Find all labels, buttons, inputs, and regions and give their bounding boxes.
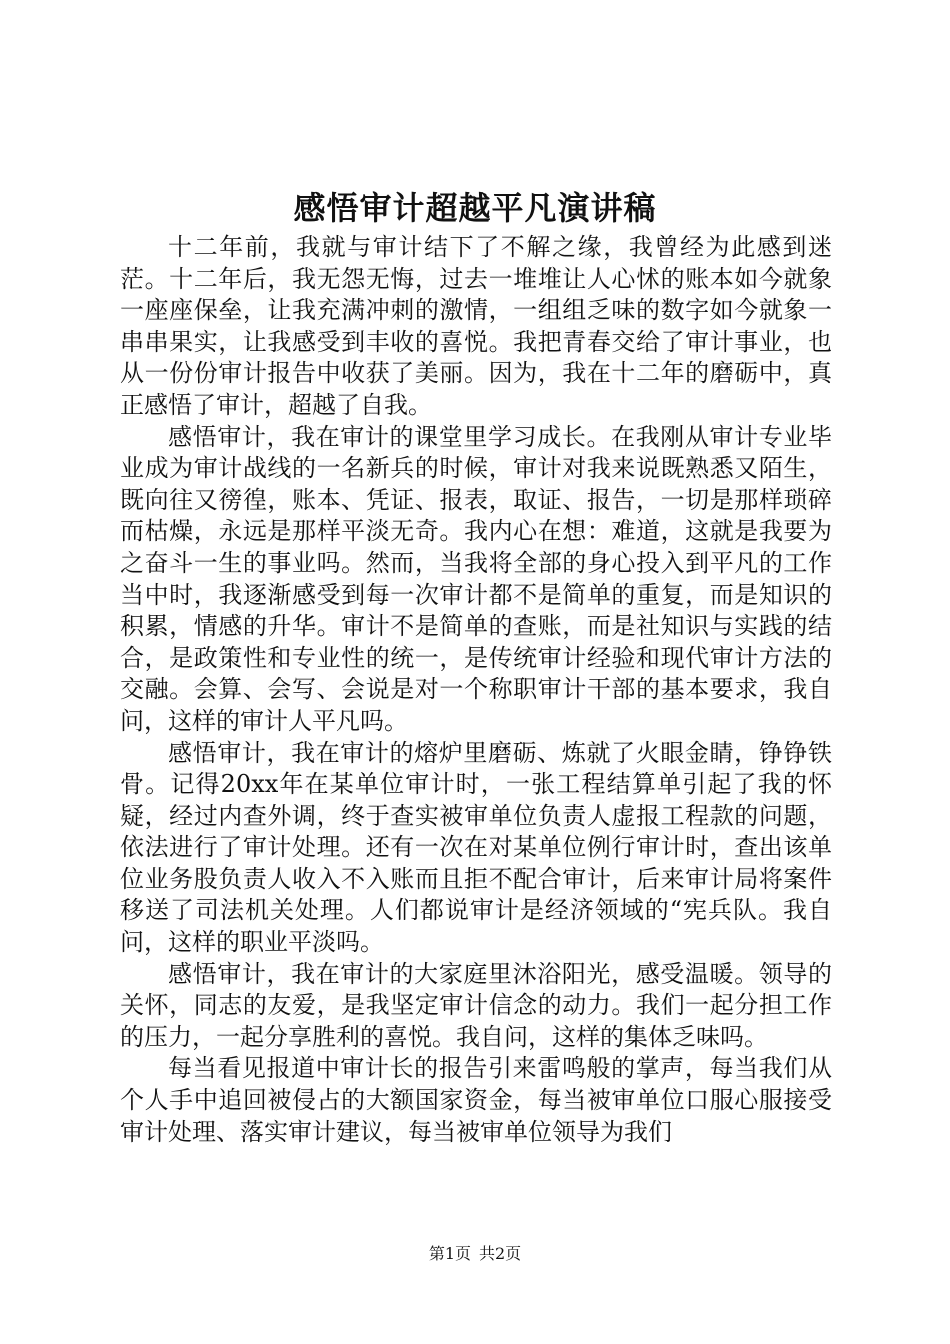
- document-body: [120, 232, 832, 1148]
- page-number-current: 第1页: [428, 1244, 471, 1263]
- paragraph: 十二年前，我就与审计结下了不解之缘，我曾经为此感到迷茫。十二年后，我无怨无悔，过去一堆堆让人心怵的账本如今就象一座座保垒，让我充满冲刺的激情，一组组乏味的数字如今就象一串串果实，让我感受到丰收的喜悦。我把青春交给了审计事业，也从一份份审计报告中收获了美丽。因为，我在十二年的磨砺中，真正感悟了审计，超越了自我。: [120, 233, 832, 419]
- paragraph: 感悟审计，我在审计的熔炉里磨砺、炼就了火眼金睛，铮铮铁骨。记得20xx年在某单位审计时，一张工程结算单引起了我的怀疑，经过内查外调，终于查实被审单位负责人虚报工程款的问题，依法进行了审计处理。还有一次在对某单位例行审计时，查出该单位业务股负责人收入不入账而且拒不配合审计，后来审计局将案件移送了司法机关处理。人们都说审计是经济领域的“宪兵队。我自问，这样的职业平淡吗。: [120, 738, 832, 957]
- page-number-total: 共2页: [479, 1244, 522, 1263]
- paragraph: 每当看见报道中审计长的报告引来雷鸣般的掌声，每当我们从个人手中追回被侵占的大额国家资金，每当被审单位口服心服接受审计处理、落实审计建议，每当被审单位领导为我们: [120, 1054, 832, 1146]
- page-footer: [0, 1243, 950, 1265]
- document-title: 感悟审计超越平凡演讲稿: [293, 189, 657, 227]
- paragraph: 感悟审计，我在审计的大家庭里沐浴阳光，感受温暖。领导的关怀，同志的友爱，是我坚定审计信念的动力。我们一起分担工作的压力，一起分享胜利的喜悦。我自问，这样的集体乏味吗。: [120, 959, 832, 1051]
- paragraph: 感悟审计，我在审计的课堂里学习成长。在我刚从审计专业毕业成为审计战线的一名新兵的时候，审计对我来说既熟悉又陌生，既向往又徬徨，账本、凭证、报表，取证、报告，一切是那样琐碎而枯燥，永远是那样平淡无奇。我内心在想：难道，这就是我要为之奋斗一生的事业吗。然而，当我将全部的身心投入到平凡的工作当中时，我逐渐感受到每一次审计都不是简单的重复，而是知识的积累，情感的升华。审计不是简单的查账，而是社知识与实践的结合，是政策性和专业性的统一，是传统审计经验和现代审计方法的交融。会算、会写、会说是对一个称职审计干部的基本要求，我自问，这样的审计人平凡吗。: [120, 422, 832, 735]
